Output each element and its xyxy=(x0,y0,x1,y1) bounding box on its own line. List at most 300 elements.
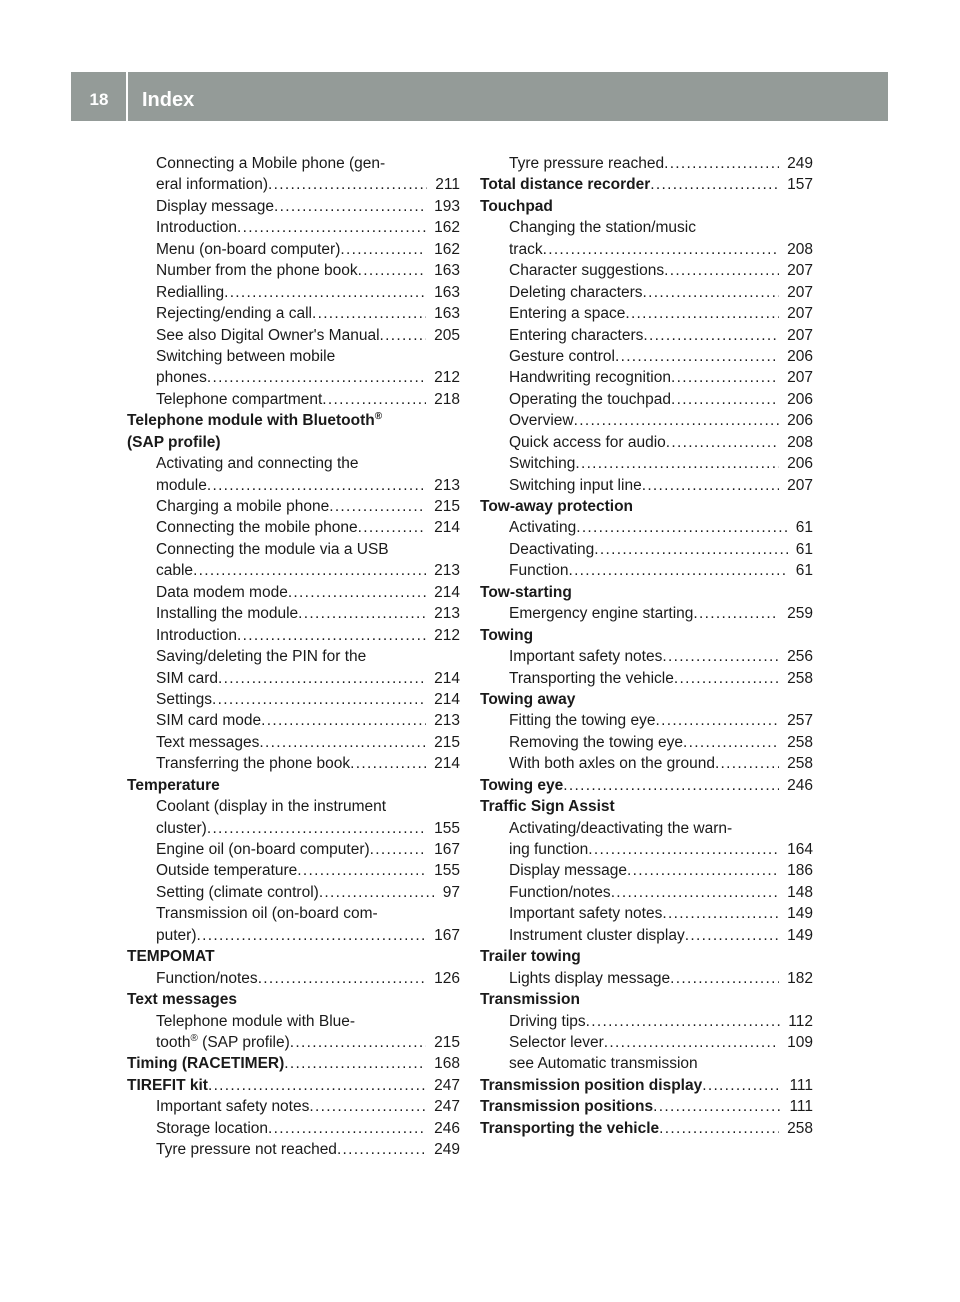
page-reference: 167 xyxy=(434,926,460,944)
entry-text xyxy=(156,496,329,517)
leader-dots xyxy=(319,882,435,903)
page-reference: 112 xyxy=(788,1012,813,1030)
entry-text xyxy=(156,1139,337,1160)
index-subentry xyxy=(127,668,460,689)
leader-dots xyxy=(671,389,779,410)
leader-dots xyxy=(274,196,426,217)
entry-text xyxy=(509,1032,604,1053)
page-reference: 246 xyxy=(787,776,813,794)
entry-text xyxy=(156,1096,309,1117)
entry-text xyxy=(156,903,378,924)
entry-text xyxy=(156,560,193,581)
page-number: 18 xyxy=(89,90,109,109)
entry-text xyxy=(156,732,259,753)
index-subentry xyxy=(480,603,813,624)
entry-text xyxy=(509,1053,698,1074)
leader-dots xyxy=(563,775,779,796)
entry-label: Connecting the module via a USB xyxy=(156,540,389,558)
index-subentry xyxy=(480,346,813,367)
leader-dots xyxy=(650,174,779,195)
entry-label: Transporting the vehicle xyxy=(480,1119,660,1137)
page-reference: 212 xyxy=(434,626,460,644)
entry-label: Tow-starting xyxy=(480,583,572,601)
entry-text xyxy=(509,818,732,839)
entry-text xyxy=(156,603,298,624)
entry-label: Instrument cluster display xyxy=(509,926,685,944)
page-reference: 149 xyxy=(787,926,813,944)
entry-label: Transmission position display xyxy=(480,1076,703,1094)
page-reference: 214 xyxy=(434,519,460,537)
page-reference: 162 xyxy=(434,219,460,237)
page-reference: 111 xyxy=(789,1098,813,1116)
index-subentry xyxy=(480,217,813,238)
entry-text xyxy=(156,668,218,689)
entry-text xyxy=(480,196,553,217)
index-subentry xyxy=(127,517,460,538)
leader-dots xyxy=(662,646,779,667)
index-subentry xyxy=(480,732,813,753)
index-subentry xyxy=(127,646,460,667)
leader-dots xyxy=(224,282,426,303)
index-subentry xyxy=(480,325,813,346)
page-reference: 206 xyxy=(787,390,813,408)
entry-label: Settings xyxy=(156,690,213,708)
page-reference: 182 xyxy=(787,969,813,987)
leader-dots xyxy=(380,325,427,346)
entry-text xyxy=(156,1011,355,1032)
index-entry xyxy=(127,1075,460,1096)
leader-dots xyxy=(643,325,779,346)
entry-label: Tyre pressure reached xyxy=(509,155,665,172)
entry-text xyxy=(509,410,574,431)
entry-text xyxy=(156,1118,268,1139)
entry-text xyxy=(509,517,576,538)
entry-text xyxy=(480,496,633,517)
entry-label: Menu (on-board computer) xyxy=(156,240,341,258)
page-reference: 257 xyxy=(787,712,813,730)
page-reference: 214 xyxy=(434,690,460,708)
entry-text xyxy=(156,625,237,646)
entry-text xyxy=(156,582,288,603)
page-reference: 207 xyxy=(787,369,813,387)
entry-text xyxy=(509,646,662,667)
index-subentry xyxy=(480,860,813,881)
page-reference: 111 xyxy=(789,1076,813,1094)
index-entry xyxy=(480,625,813,646)
page-reference: 258 xyxy=(787,669,813,687)
entry-text xyxy=(480,625,533,646)
leader-dots xyxy=(604,1032,779,1053)
entry-label: Telephone compartment xyxy=(156,390,323,408)
entry-label: Important safety notes xyxy=(156,1098,310,1116)
leader-dots xyxy=(268,174,427,195)
index-subentry xyxy=(127,325,460,346)
index-subentry xyxy=(127,560,460,581)
entry-label: Traffic Sign Assist xyxy=(480,798,615,816)
entry-label: Switching input line xyxy=(509,476,642,494)
index-column-left xyxy=(127,153,460,1161)
entry-label: see Automatic transmission xyxy=(509,1055,698,1073)
entry-label: Deleting characters xyxy=(509,283,643,301)
page-reference: 258 xyxy=(787,1119,813,1137)
entry-text xyxy=(509,475,642,496)
leader-dots xyxy=(683,732,779,753)
index-subentry xyxy=(480,303,813,324)
page-reference: 211 xyxy=(435,176,460,194)
entry-text xyxy=(156,325,380,346)
leader-dots xyxy=(653,1096,781,1117)
index-entry xyxy=(480,775,813,796)
entry-text xyxy=(156,689,212,710)
entry-label: Setting (climate control) xyxy=(156,883,319,901)
entry-label: Transmission positions xyxy=(480,1098,654,1116)
page-reference: 258 xyxy=(787,733,813,751)
index-entry xyxy=(480,196,813,217)
index-subentry xyxy=(127,217,460,238)
leader-dots xyxy=(340,239,426,260)
leader-dots xyxy=(207,475,426,496)
entry-label: Quick access for audio xyxy=(509,433,666,451)
leader-dots xyxy=(715,753,779,774)
leader-dots xyxy=(664,260,779,281)
page-reference: 213 xyxy=(434,476,460,494)
index-subentry xyxy=(480,410,813,431)
entry-text xyxy=(509,1011,586,1032)
entry-text xyxy=(509,839,588,860)
entry-text xyxy=(127,432,221,453)
page-reference: 256 xyxy=(787,648,813,666)
leader-dots xyxy=(309,1096,426,1117)
page-reference: 61 xyxy=(795,562,813,580)
page-reference: 206 xyxy=(787,412,813,430)
entry-text xyxy=(509,968,670,989)
entry-label: Changing the station/music xyxy=(509,219,696,237)
leader-dots xyxy=(207,818,426,839)
entry-label: ing function xyxy=(509,841,589,858)
page-reference: 213 xyxy=(434,712,460,730)
entry-text xyxy=(127,775,220,796)
entry-label: puter) xyxy=(156,926,197,944)
page-reference: 247 xyxy=(434,1098,460,1116)
entry-label: Fitting the towing eye xyxy=(509,712,656,730)
index-entry xyxy=(480,689,813,710)
entry-label: Activating and connecting the xyxy=(156,455,359,473)
entry-label: (SAP profile) xyxy=(127,433,221,451)
leader-dots xyxy=(288,582,426,603)
index-subentry xyxy=(480,367,813,388)
leader-dots xyxy=(543,239,780,260)
index-subentry xyxy=(480,839,813,860)
page-reference: 157 xyxy=(787,176,813,194)
page-reference: 155 xyxy=(434,819,460,837)
index-column-right xyxy=(480,153,813,1139)
leader-dots xyxy=(297,860,426,881)
entry-label: Touchpad xyxy=(480,197,553,215)
entry-label: Charging a mobile phone xyxy=(156,498,330,515)
page-reference: 193 xyxy=(434,197,460,215)
leader-dots xyxy=(290,1032,426,1053)
leader-dots xyxy=(594,539,787,560)
leader-dots xyxy=(358,517,426,538)
index-entry xyxy=(480,796,813,817)
leader-dots xyxy=(258,968,426,989)
entry-label: SIM card xyxy=(156,669,219,687)
entry-text xyxy=(156,389,322,410)
index-subentry xyxy=(480,646,813,667)
index-subentry xyxy=(127,710,460,731)
entry-text xyxy=(509,603,693,624)
index-subentry xyxy=(127,882,460,903)
entry-text xyxy=(156,346,335,367)
entry-text xyxy=(509,346,615,367)
page-reference: 214 xyxy=(434,669,460,687)
leader-dots xyxy=(655,710,779,731)
entry-label: Driving tips xyxy=(509,1012,586,1030)
leader-dots xyxy=(671,367,779,388)
page-reference: 214 xyxy=(434,755,460,773)
entry-text xyxy=(156,260,358,281)
entry-label: Important safety notes xyxy=(509,648,663,666)
entry-label: Text messages xyxy=(127,991,237,1009)
entry-text xyxy=(156,475,207,496)
leader-dots xyxy=(659,1118,779,1139)
entry-text xyxy=(156,860,297,881)
entry-label: Rejecting/ending a call xyxy=(156,305,312,323)
entry-text xyxy=(156,796,386,817)
entry-label: Display message xyxy=(509,862,628,880)
index-subentry xyxy=(480,432,813,453)
index-subentry xyxy=(480,1032,813,1053)
index-subentry xyxy=(480,239,813,260)
entry-label: Function/notes xyxy=(509,883,611,901)
entry-text xyxy=(156,367,207,388)
index-subentry xyxy=(480,753,813,774)
entry-label: Introduction xyxy=(156,626,237,644)
entry-label: Switching between mobile xyxy=(156,347,336,365)
leader-dots xyxy=(574,410,780,431)
entry-text xyxy=(509,432,666,453)
index-entry xyxy=(127,775,460,796)
index-subentry xyxy=(127,582,460,603)
index-subentry xyxy=(127,453,460,474)
index-subentry xyxy=(127,925,460,946)
index-subentry xyxy=(127,818,460,839)
leader-dots xyxy=(568,560,787,581)
entry-label: Transferring the phone book xyxy=(156,755,351,773)
page-reference: 208 xyxy=(787,240,813,258)
page-reference: 162 xyxy=(434,240,460,258)
entry-label: Transmission oil (on-board com- xyxy=(156,905,378,923)
index-subentry xyxy=(480,668,813,689)
page-reference: 149 xyxy=(787,905,813,923)
entry-label: Entering a space xyxy=(509,305,626,323)
entry-text xyxy=(509,860,627,881)
registered-mark: ® xyxy=(190,1032,198,1044)
index-subentry xyxy=(480,1011,813,1032)
page-reference: 215 xyxy=(434,733,460,751)
entry-label: cable xyxy=(156,562,194,580)
leader-dots xyxy=(218,668,426,689)
entry-label: Character suggestions xyxy=(509,262,665,280)
entry-label: With both axles on the ground xyxy=(509,755,715,773)
index-subentry xyxy=(480,818,813,839)
entry-label: Introduction xyxy=(156,219,237,237)
leader-dots xyxy=(586,1011,781,1032)
page-reference: 207 xyxy=(787,305,813,323)
entry-text xyxy=(156,539,389,560)
index-subentry xyxy=(127,174,460,195)
index-subentry xyxy=(127,282,460,303)
page-reference: 213 xyxy=(434,605,460,623)
page-reference: 249 xyxy=(434,1141,460,1159)
index-subentry xyxy=(127,239,460,260)
leader-dots xyxy=(674,668,779,689)
leader-dots xyxy=(370,839,426,860)
entry-label: Operating the touchpad xyxy=(509,390,672,408)
index-subentry xyxy=(127,389,460,410)
index-subentry xyxy=(127,1118,460,1139)
index-subentry xyxy=(127,625,460,646)
index-subentry xyxy=(127,346,460,367)
page-reference: 163 xyxy=(434,283,460,301)
entry-text xyxy=(156,174,268,195)
entry-text xyxy=(156,239,340,260)
page-reference: 208 xyxy=(787,433,813,451)
leader-dots xyxy=(268,1118,426,1139)
entry-text xyxy=(156,282,224,303)
page-reference: 163 xyxy=(434,305,460,323)
entry-text xyxy=(156,925,197,946)
page-title: Index xyxy=(142,89,195,111)
entry-text xyxy=(509,389,671,410)
entry-label: TIREFIT kit xyxy=(127,1076,208,1094)
entry-text xyxy=(480,946,581,967)
entry-text xyxy=(156,968,258,989)
leader-dots xyxy=(329,496,426,517)
entry-label: Coolant (display in the instrument xyxy=(156,798,387,816)
index-subentry xyxy=(127,732,460,753)
page-reference: 126 xyxy=(434,969,460,987)
leader-dots xyxy=(322,389,426,410)
index-subentry xyxy=(127,196,460,217)
index-subentry xyxy=(127,753,460,774)
page-reference: 61 xyxy=(795,540,813,558)
entry-text xyxy=(509,260,664,281)
entry-label: Towing xyxy=(480,626,534,644)
entry-text xyxy=(156,710,261,731)
leader-dots xyxy=(237,217,426,238)
page-reference: 186 xyxy=(787,862,813,880)
entry-text xyxy=(127,1053,284,1074)
leader-dots xyxy=(666,432,779,453)
entry-label: Trailer towing xyxy=(480,948,581,966)
page-reference: 163 xyxy=(434,262,460,280)
entry-text xyxy=(509,325,643,346)
entry-label: TEMPOMAT xyxy=(127,948,215,966)
entry-label: Outside temperature xyxy=(156,862,298,880)
index-subentry xyxy=(127,1139,460,1160)
entry-label: SIM card mode xyxy=(156,712,262,730)
entry-text xyxy=(480,775,563,796)
entry-label: Number from the phone book xyxy=(156,262,358,280)
leader-dots xyxy=(208,1075,426,1096)
index-subentry xyxy=(480,1053,813,1074)
leader-dots xyxy=(611,882,779,903)
entry-text xyxy=(156,217,237,238)
page-reference: 212 xyxy=(434,369,460,387)
index-entry xyxy=(480,174,813,195)
entry-text xyxy=(480,689,575,710)
entry-text xyxy=(156,753,350,774)
entry-text xyxy=(156,517,358,538)
entry-label: Towing eye xyxy=(480,776,564,794)
page-reference: 206 xyxy=(787,347,813,365)
entry-label: Total distance recorder xyxy=(480,176,651,194)
entry-text xyxy=(509,303,625,324)
entry-text xyxy=(509,453,575,474)
leader-dots xyxy=(212,689,426,710)
entry-text xyxy=(509,925,685,946)
entry-label: Storage location xyxy=(156,1119,269,1137)
registered-mark: ® xyxy=(374,411,383,423)
entry-text xyxy=(480,174,650,195)
entry-label: Gesture control xyxy=(509,347,615,365)
index-entry xyxy=(480,1075,813,1096)
leader-dots xyxy=(207,367,426,388)
index-subentry xyxy=(127,303,460,324)
entry-label: Lights display message xyxy=(509,969,671,987)
entry-label: cluster) xyxy=(156,819,207,837)
entry-label: Installing the module xyxy=(156,605,299,623)
index-entry xyxy=(480,946,813,967)
page-reference: 167 xyxy=(434,841,460,858)
entry-text xyxy=(156,646,366,667)
entry-text xyxy=(480,796,615,817)
page-reference: 207 xyxy=(787,476,813,494)
leader-dots xyxy=(588,839,779,860)
entry-text xyxy=(156,196,274,217)
entry-label: Telephone module with Bluetooth xyxy=(127,412,375,430)
entry-label: Activating xyxy=(509,519,577,537)
page-reference: 258 xyxy=(787,755,813,773)
index-entry xyxy=(480,1096,813,1117)
leader-dots xyxy=(350,753,426,774)
index-entry xyxy=(127,946,460,967)
page-reference: 155 xyxy=(434,862,460,880)
leader-dots xyxy=(575,453,779,474)
page-reference: 164 xyxy=(787,841,813,858)
entry-text xyxy=(480,582,572,603)
index-subentry xyxy=(480,389,813,410)
leader-dots xyxy=(693,603,779,624)
page-reference: 215 xyxy=(434,1033,460,1051)
index-subentry xyxy=(127,903,460,924)
entry-label: Connecting the mobile phone xyxy=(156,519,358,537)
entry-text xyxy=(509,153,664,174)
entry-text xyxy=(156,1032,290,1053)
entry-text xyxy=(509,882,611,903)
entry-text xyxy=(509,903,662,924)
entry-label: tooth xyxy=(156,1033,191,1051)
entry-label: Engine oil (on-board computer) xyxy=(156,841,370,858)
leader-dots xyxy=(193,560,426,581)
page-reference: 246 xyxy=(434,1119,460,1137)
entry-label: Saving/deleting the PIN for the xyxy=(156,648,367,666)
leader-dots xyxy=(197,925,427,946)
index-subentry xyxy=(480,517,813,538)
entry-label: Redialling xyxy=(156,283,225,301)
page-reference: 218 xyxy=(434,390,460,408)
